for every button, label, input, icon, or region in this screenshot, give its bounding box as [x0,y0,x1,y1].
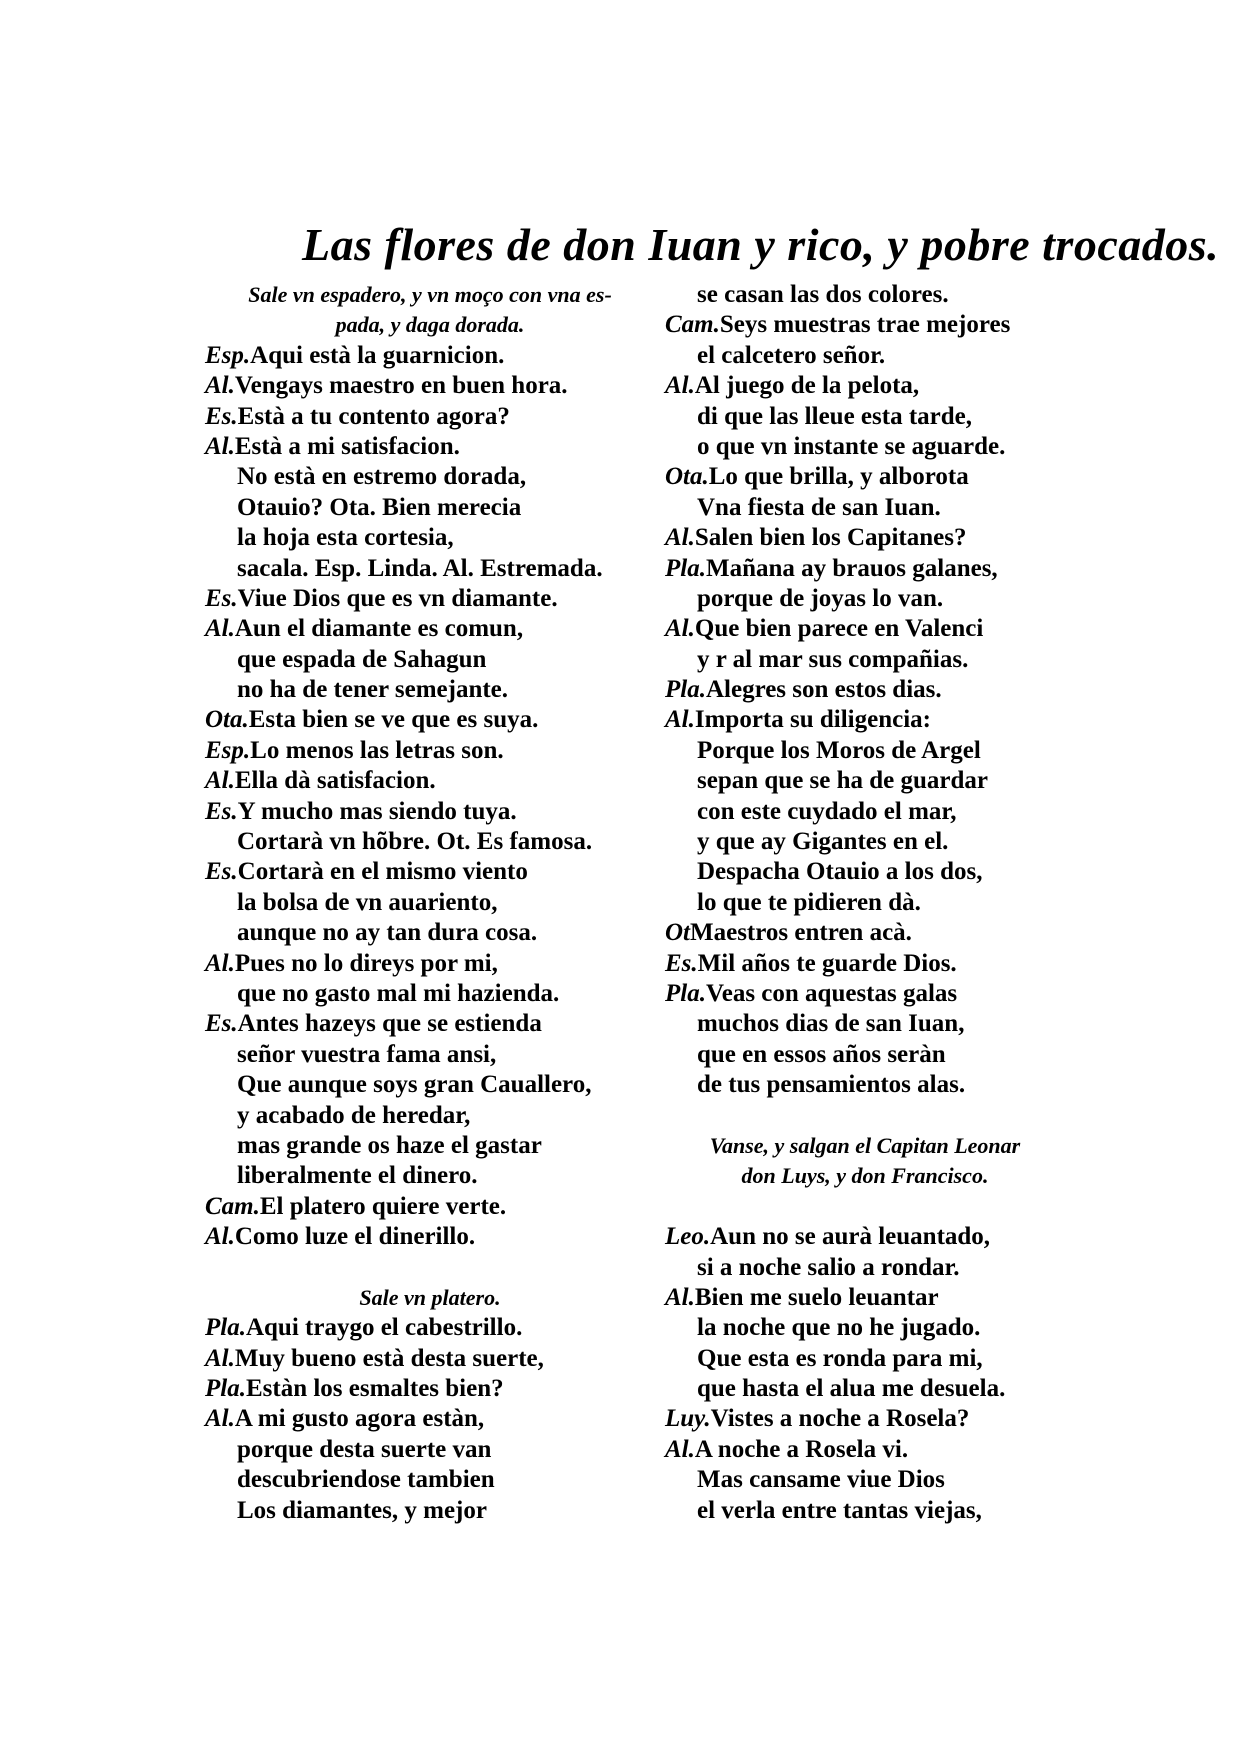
verse-line [665,1222,1065,1252]
verse-line [205,1192,655,1222]
line-text: la noche que no he jugado. [697,1314,981,1342]
verse-line [665,1465,1065,1495]
speaker-label: Ot [665,919,690,947]
line-text: de tus pensamientos alas. [697,1071,966,1099]
verse-line [665,402,1065,432]
speaker-label: Al. [205,767,235,795]
line-text: Alegres son estos dias. [705,676,942,704]
verse-line [205,736,655,766]
page-title: Las flores de don Iuan y rico, y pobre trocados. [302,219,1220,270]
speaker-label: Al. [205,615,235,643]
speaker-label: Al. [205,1405,235,1433]
stage-direction [205,1283,655,1313]
verse-line [205,1496,655,1526]
line-text: que en essos años seràn [697,1040,946,1068]
verse-line [205,979,655,1009]
line-text: pada, y daga dorada. [335,312,525,338]
speaker-label: Esp. [205,341,251,369]
line-text: porque desta suerte van [237,1435,492,1463]
line-text: Despacha Otauio a los dos, [697,858,983,886]
line-text: Viue Dios que es vn diamante. [237,584,558,612]
line-text: Ella dà satisfacion. [234,767,436,795]
line-text: mas grande os haze el gastar [237,1131,542,1159]
speaker-label: Al. [205,1223,235,1251]
verse-line [205,766,655,796]
verse-line [205,1465,655,1495]
speaker-label: Al. [665,1435,695,1463]
speaker-label: Es. [665,949,698,977]
left-column [205,280,655,1526]
speaker-label: Al. [665,372,695,400]
verse-line [665,1435,1065,1465]
line-text: aunque no ay tan dura cosa. [237,919,538,947]
verse-line [205,341,655,371]
verse-line [205,1374,655,1404]
verse-line [665,493,1065,523]
line-text: A noche a Rosela vi. [694,1435,909,1463]
line-text: Esta bien se ve que es suya. [248,706,539,734]
line-text: Sale vn platero. [359,1284,501,1310]
verse-line [665,675,1065,705]
verse-line [665,584,1065,614]
line-text: Sale vn espadero, y vn moço con vna es- [248,282,612,307]
speaker-label: Cam. [665,311,720,339]
speaker-label: Pla. [205,1314,246,1342]
line-text: señor vuestra fama ansi, [237,1040,497,1068]
verse-line [665,1070,1065,1100]
verse-line [665,827,1065,857]
verse-line [205,1101,655,1131]
line-text: Mil años te guarde Dios. [697,949,957,977]
speaker-label: Ota. [205,706,249,734]
line-text: la bolsa de vn auariento, [237,888,498,916]
speaker-label: Al. [665,524,695,552]
line-text: y r al mar sus compañias. [697,645,969,673]
line-text: Bien me suelo leuantar [694,1283,939,1311]
line-text: descubriendose tambien [237,1466,495,1494]
speaker-label: Ota. [665,463,709,491]
verse-line [665,371,1065,401]
blank-line [205,1253,655,1283]
speaker-label: Es. [205,402,238,430]
stage-direction [205,310,655,340]
verse-line [665,310,1065,340]
line-text: si a noche salio a rondar. [697,1253,960,1281]
line-text: don Luys, y don Francisco. [741,1163,989,1189]
line-text: Cortarà en el mismo viento [237,858,528,886]
speaker-label: Luy. [665,1405,711,1433]
verse-line [665,1009,1065,1039]
verse-line [205,918,655,948]
line-text: A mi gusto agora estàn, [234,1405,485,1433]
speaker-label: Al. [205,432,235,460]
line-text: Vanse, y salgan el Capitan Leonar [709,1132,1021,1158]
line-text: Antes hazeys que se estienda [237,1010,542,1038]
line-text: Aun el diamante es comun, [234,615,524,643]
line-text: Vistes a noche a Rosela? [710,1405,970,1433]
line-text: la hoja esta cortesia, [237,524,454,552]
verse-line [665,736,1065,766]
verse-line [205,949,655,979]
verse-line [205,1404,655,1434]
verse-line [205,1313,655,1343]
line-text: o que vn instante se aguarde. [697,432,1006,460]
line-text: que espada de Sahagun [237,645,487,673]
line-text: Cortarà vn hõbre. Ot. Es famosa. [237,828,593,856]
speaker-label: Al. [665,1283,695,1311]
line-text: Salen bien los Capitanes? [694,524,967,552]
line-text: lo que te pidieren dà. [697,888,921,916]
speaker-label: Al. [205,949,235,977]
verse-line [205,614,655,644]
verse-line [205,432,655,462]
line-text: Como luze el dinerillo. [234,1223,476,1251]
verse-line [205,1222,655,1252]
speaker-label: Al. [205,1344,235,1372]
verse-line [205,1040,655,1070]
verse-line [665,857,1065,887]
verse-line [205,888,655,918]
verse-line [205,554,655,584]
line-text: Que bien parece en Valenci [694,615,984,643]
verse-line [205,462,655,492]
line-text: Lo que brilla, y alborota [708,463,969,491]
line-text: porque de joyas lo van. [697,584,944,612]
line-text: Estàn los esmaltes bien? [245,1375,504,1403]
speaker-label: Es. [205,858,238,886]
verse-line [665,797,1065,827]
verse-line [665,766,1065,796]
verse-line [665,1253,1065,1283]
line-text: Que esta es ronda para mi, [697,1344,983,1372]
right-column [665,280,1065,1526]
line-text: no ha de tener semejante. [237,676,509,704]
speaker-label: Al. [205,372,235,400]
line-text: El platero quiere verte. [259,1192,507,1220]
line-text: No està en estremo dorada, [237,463,527,491]
line-text: el calcetero señor. [697,341,886,369]
line-text: liberalmente el dinero. [237,1162,478,1190]
verse-line [205,584,655,614]
verse-line [665,1283,1065,1313]
verse-line [665,1040,1065,1070]
line-text: Pues no lo direys por mi, [234,949,498,977]
verse-line [665,1496,1065,1526]
line-text: Que aunque soys gran Cauallero, [237,1071,592,1099]
line-text: Porque los Moros de Argel [697,736,981,764]
line-text: Los diamantes, y mejor [237,1496,487,1524]
speaker-label: Es. [205,584,238,612]
verse-line [205,857,655,887]
verse-line [665,949,1065,979]
speaker-label: Es. [205,797,238,825]
speaker-label: Al. [665,706,695,734]
line-text: Està a mi satisfacion. [234,432,460,460]
verse-line [665,1344,1065,1374]
verse-line [665,462,1065,492]
line-text: Mañana ay brauos galanes, [705,554,998,582]
verse-line [205,523,655,553]
line-text: el verla entre tantas viejas, [697,1496,982,1524]
verse-line [665,1313,1065,1343]
verse-line [665,1374,1065,1404]
verse-line [205,1344,655,1374]
line-text: con este cuydado el mar, [697,797,957,825]
verse-line [205,705,655,735]
speaker-label: Pla. [205,1375,246,1403]
speaker-label: Pla. [665,979,706,1007]
line-text: Muy bueno està desta suerte, [234,1344,544,1372]
speaker-label: Cam. [205,1192,260,1220]
line-text: Al juego de la pelota, [694,372,920,400]
line-text: Seys muestras trae mejores [719,311,1011,339]
verse-line [665,554,1065,584]
line-text: Importa su diligencia: [694,706,931,734]
verse-line [665,705,1065,735]
line-text: sepan que se ha de guardar [697,767,989,795]
line-text: que hasta el alua me desuela. [697,1375,1006,1403]
verse-line [205,1131,655,1161]
speaker-label: Leo. [665,1223,711,1251]
stage-direction [205,280,655,310]
verse-line [665,523,1065,553]
line-text: di que las lleue esta tarde, [697,402,972,430]
line-text: muchos dias de san Iuan, [697,1010,965,1038]
line-text: Veas con aquestas galas [705,979,958,1007]
line-text: que no gasto mal mi hazienda. [237,979,560,1007]
stage-direction [665,1161,1065,1191]
verse-line [665,1404,1065,1434]
verse-line [665,645,1065,675]
line-text: sacala. Esp. Linda. Al. Estremada. [237,554,603,582]
line-text: Vengays maestro en buen hora. [234,372,568,400]
verse-line [205,675,655,705]
verse-line [665,614,1065,644]
line-text: Vna fiesta de san Iuan. [697,493,941,521]
verse-line [205,493,655,523]
line-text: Maestros entren acà. [690,919,912,947]
line-text: Otauio? Ota. Bien merecia [237,493,522,521]
speaker-label: Pla. [665,554,706,582]
verse-line [665,280,1065,310]
line-text: Y mucho mas siendo tuya. [237,797,517,825]
line-text: Aun no se aurà leuantado, [710,1223,991,1251]
verse-line [205,827,655,857]
line-text: Aqui traygo el cabestrillo. [245,1314,523,1342]
speaker-label: Pla. [665,676,706,704]
line-text: y acabado de heredar, [237,1101,471,1129]
line-text: Lo menos las letras son. [250,736,504,764]
verse-line [205,1070,655,1100]
verse-line [665,432,1065,462]
line-text: Està a tu contento agora? [237,402,510,430]
line-text: Mas cansame viue Dios [697,1466,945,1494]
line-text: y que ay Gigantes en el. [697,828,949,856]
stage-direction [665,1131,1065,1161]
blank-line [665,1101,1065,1131]
verse-line [205,1161,655,1191]
verse-line [665,918,1065,948]
verse-line [205,1009,655,1039]
verse-line [665,979,1065,1009]
verse-line [205,371,655,401]
verse-line [665,888,1065,918]
verse-line [665,341,1065,371]
verse-line [205,797,655,827]
verse-line [205,645,655,675]
blank-line [665,1192,1065,1222]
speaker-label: Esp. [205,736,251,764]
verse-line [205,1435,655,1465]
speaker-label: Es. [205,1010,238,1038]
line-text: se casan las dos colores. [697,281,949,308]
verse-line [205,402,655,432]
speaker-label: Al. [665,615,695,643]
line-text: Aqui està la guarnicion. [250,341,505,369]
